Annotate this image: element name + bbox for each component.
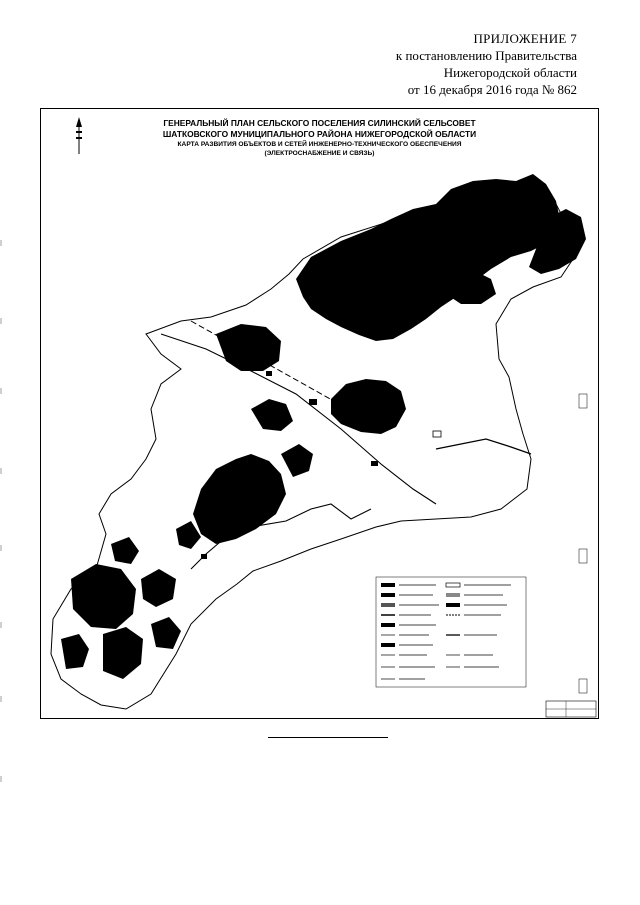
map-title-line3: КАРТА РАЗВИТИЯ ОБЪЕКТОВ И СЕТЕЙ ИНЖЕНЕРНО-ТЕХНИЧЕСКОГО ОБЕСПЕЧЕНИЯ: [177, 141, 462, 148]
forest-area: [193, 454, 286, 544]
map-title-line1: ГЕНЕРАЛЬНЫЙ ПЛАН СЕЛЬСКОГО ПОСЕЛЕНИЯ СИЛИНСКИЙ СЕЛЬСОВЕТ: [163, 118, 476, 128]
forest-area: [331, 379, 406, 434]
power-line: [436, 439, 531, 454]
map-inset-marker: [579, 679, 587, 693]
annex-resolution: к постановлению Правительства: [395, 48, 577, 63]
title-block-stamp: [546, 701, 596, 717]
forest-area: [151, 617, 181, 649]
scan-mark: [0, 545, 2, 551]
settlement-marker: [201, 554, 207, 559]
forest-area: [141, 569, 176, 607]
forest-area: [71, 564, 136, 629]
forest-area: [281, 444, 313, 477]
annex-date: от 16 декабря 2016 года № 862: [407, 82, 577, 97]
scan-mark: [0, 696, 2, 702]
forest-area: [61, 634, 89, 669]
settlement-marker: [266, 371, 272, 376]
north-arrow-icon: [76, 117, 82, 154]
annex-authority: Нижегородской области: [443, 65, 577, 80]
annex-header: [396, 30, 577, 98]
settlement-marker: [371, 461, 378, 466]
scan-mark: [0, 468, 2, 474]
forest-area: [111, 537, 139, 564]
scan-mark: [0, 388, 2, 394]
annex-number: ПРИЛОЖЕНИЕ 7: [473, 31, 577, 46]
map-title-line2: ШАТКОВСКОГО МУНИЦИПАЛЬНОГО РАЙОНА НИЖЕГОРОДСКОЙ ОБЛАСТИ: [162, 129, 477, 139]
map-sheet: [40, 108, 599, 719]
separator-line: [268, 737, 388, 738]
forest-area: [251, 399, 293, 431]
map-legend: [376, 577, 526, 687]
forest-area: [216, 324, 281, 371]
map-title-line4: (ЭЛЕКТРОСНАБЖЕНИЕ И СВЯЗЬ): [264, 150, 375, 157]
scan-mark: [0, 622, 2, 628]
scan-mark: [0, 240, 2, 246]
forest-area: [296, 174, 561, 341]
map-inset-marker: [579, 549, 587, 563]
settlement-map: [41, 109, 599, 719]
forest-area: [446, 269, 496, 304]
settlement-marker: [433, 431, 441, 437]
forest-area: [176, 521, 201, 549]
forest-area: [103, 627, 143, 679]
scan-mark: [0, 318, 2, 324]
scan-mark: [0, 776, 2, 782]
settlement-marker: [309, 399, 317, 405]
map-inset-marker: [579, 394, 587, 408]
